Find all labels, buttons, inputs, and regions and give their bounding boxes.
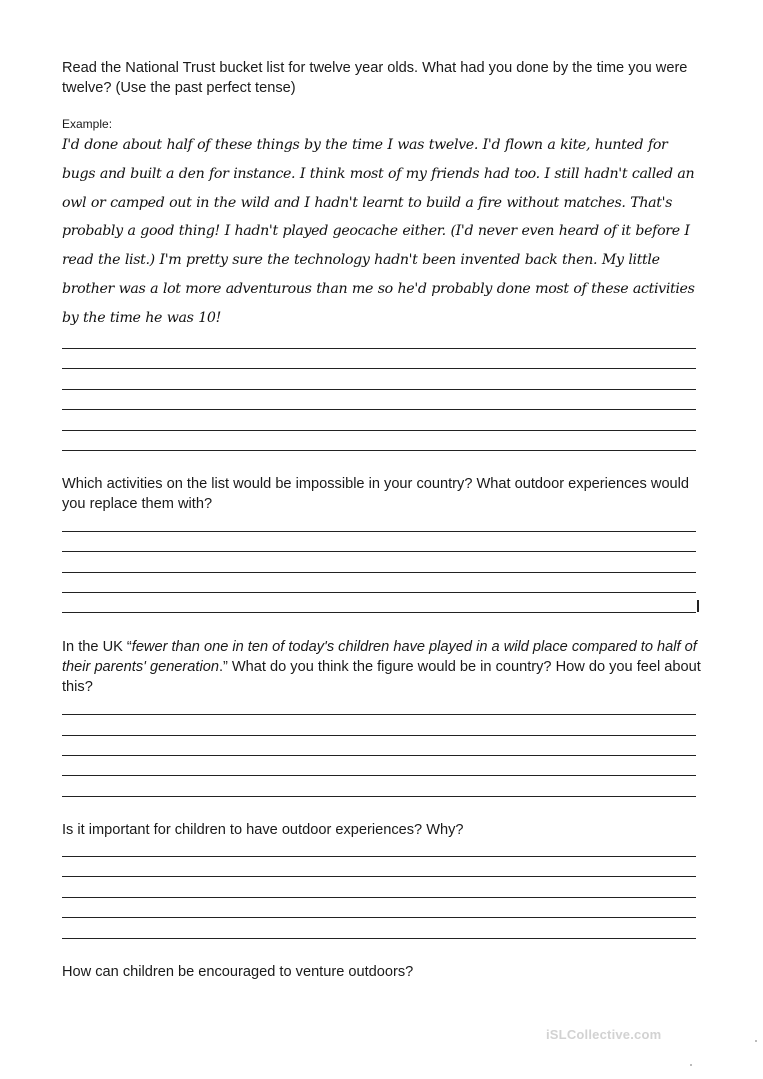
corner-dot [690,1064,692,1066]
answer-line[interactable] [62,612,696,613]
answer-line[interactable] [62,409,696,410]
answer-line[interactable] [62,389,696,390]
answer-line[interactable] [62,551,696,552]
answer-line[interactable] [62,368,696,369]
question-3-text [62,637,702,697]
answer-line[interactable] [62,897,696,898]
question-1-text: Read the National Trust bucket list for twelve year olds. What had you done by the time you were twelve? (Use the past perfect tense) [62,60,688,96]
answer-line[interactable] [62,917,696,918]
question-3-suffix: .” What do you think the figure would be in country? How do you feel about this? [62,659,701,695]
answer-line[interactable] [62,714,696,715]
question-2-text: Which activities on the list would be impossible in your country? What outdoor experiences would you replace them with? [62,476,690,512]
text-cursor-mark [697,600,699,612]
answer-line[interactable] [62,592,696,593]
answer-line[interactable] [62,775,696,776]
answer-line[interactable] [62,755,696,756]
answer-line[interactable] [62,938,696,939]
answer-line[interactable] [62,450,696,451]
answer-line[interactable] [62,348,696,349]
site-watermark: iSLCollective.com [546,1027,662,1042]
corner-dot [755,1040,757,1042]
answer-line[interactable] [62,856,696,857]
example-label: Example: [62,117,113,131]
question-4-text: Is it important for children to have outdoor experiences? Why? [62,822,464,838]
question-5-text: How can children be encouraged to venture outdoors? [62,964,414,980]
answer-line[interactable] [62,430,696,431]
answer-line[interactable] [62,796,696,797]
answer-line[interactable] [62,572,696,573]
example-answer-text: I'd done about half of these things by the time I was twelve. I'd flown a kite, hunted for bugs and built a den for instance. I think most of my friends had too. I still hadn't called an owl or camped out in the wild and I hadn't learnt to build a fire without matches. That's probably a good thing! I hadn't played geocache either. (I'd never even heard of it before I read the list.) I'm pretty sure the technology hadn't been invented back then. My little brother was a lot more adventurous than me so he'd probably done most of these activities by the time he was 10! [62,137,695,326]
answer-line[interactable] [62,876,696,877]
question-3-prefix: In the UK “ [62,639,132,655]
question-3-quote: fewer than one in ten of today's children have played in a wild place compared to half of their parents' generation [62,639,697,675]
answer-line[interactable] [62,531,696,532]
answer-line[interactable] [62,735,696,736]
